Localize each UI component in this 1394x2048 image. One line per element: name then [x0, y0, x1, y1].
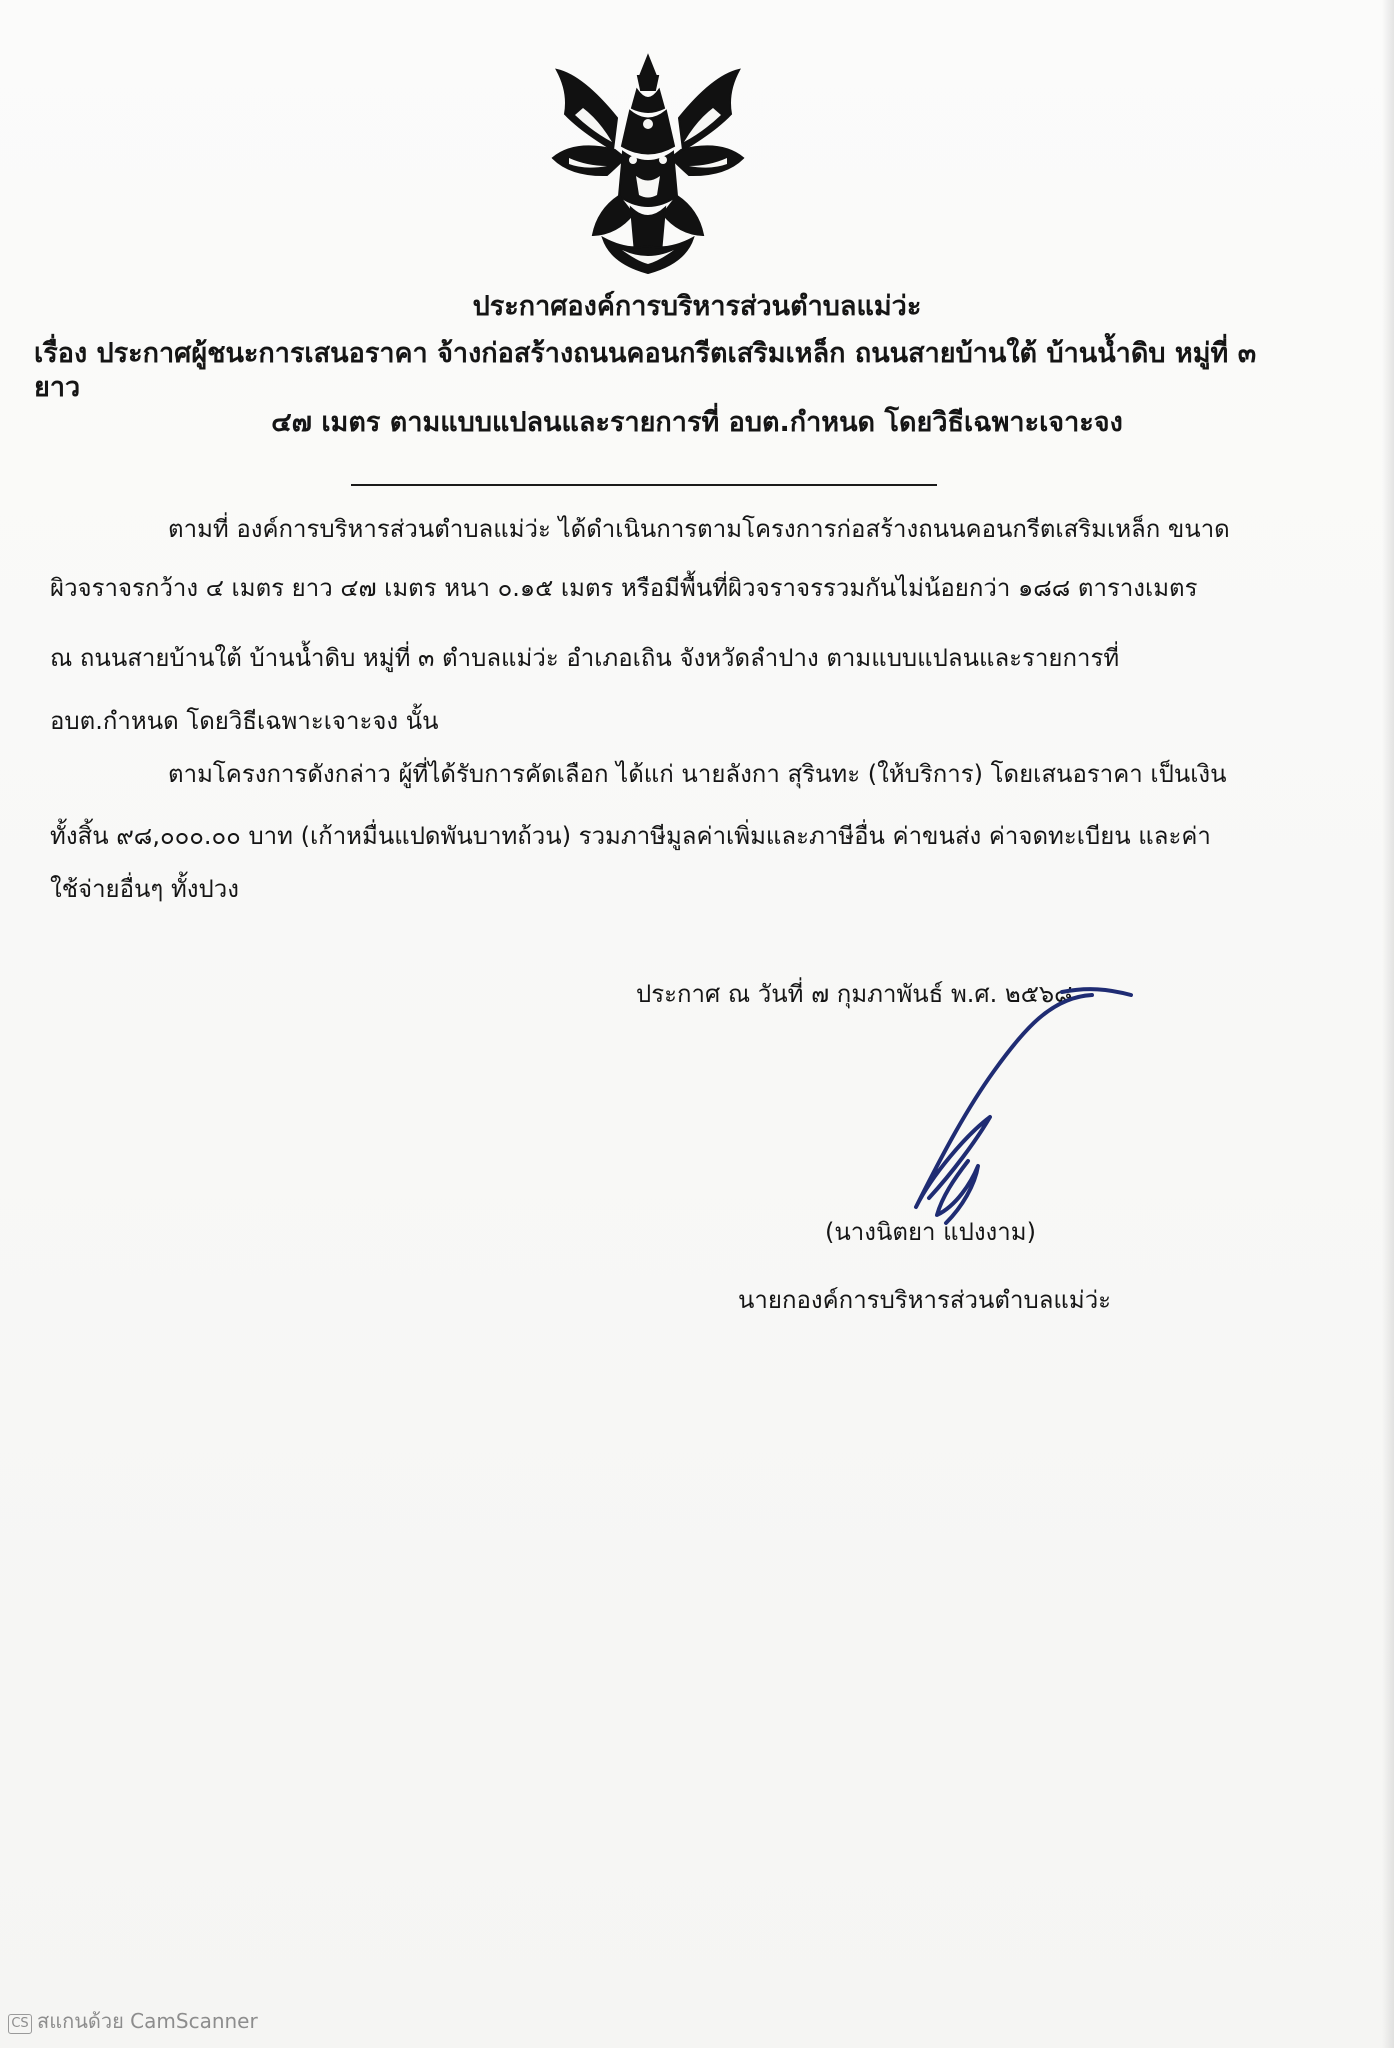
title-divider — [351, 484, 937, 486]
paragraph-2-line-1: ตามโครงการดังกล่าว ผู้ที่ได้รับการคัดเลือก ได้แก่ นายลังกา สุรินทะ (ให้บริการ) โดยเสนอราคา เป็นเงิน — [168, 760, 1227, 788]
subject-line-1: เรื่อง ประกาศผู้ชนะการเสนอราคา จ้างก่อสร้างถนนคอนกรีตเสริมเหล็ก ถนนสายบ้านใต้ บ้านน้ำดิบ หมู่ที่ ๓ ยาว — [34, 338, 1257, 403]
paragraph-2-line-3: ใช้จ่ายอื่นๆ ทั้งปวง — [50, 875, 239, 903]
paragraph-2-line-2: ทั้งสิ้น ๙๘,๐๐๐.๐๐ บาท (เก้าหมื่นแปดพันบาทถ้วน) รวมภาษีมูลค่าเพิ่มและภาษีอื่น ค่าขนส่ง ค่าจดทะเบียน และค่า — [50, 822, 1211, 850]
paragraph-1-line-3: ณ ถนนสายบ้านใต้ บ้านน้ำดิบ หมู่ที่ ๓ ตำบลแม่ว่ะ อำเภอเถิน จังหวัดลำปาง ตามแบบแปลนและรายการที่ — [50, 644, 1120, 672]
signer-name: (นางนิตยา แปงงาม) — [825, 1218, 1036, 1246]
camscanner-badge: CS — [8, 2014, 32, 2034]
camscanner-text: สแกนด้วย CamScanner — [37, 2009, 258, 2033]
paragraph-1-line-1: ตามที่ องค์การบริหารส่วนตำบลแม่ว่ะ ได้ดำเนินการตามโครงการก่อสร้างถนนคอนกรีตเสริมเหล็ก ขนาด — [168, 515, 1230, 543]
paragraph-1-line-4: อบต.กำหนด โดยวิธีเฉพาะเจาะจง นั้น — [50, 707, 439, 735]
paragraph-1-line-2: ผิวจราจรกว้าง ๔ เมตร ยาว ๔๗ เมตร หนา ๐.๑๕ เมตร หรือมีพื้นที่ผิวจราจรรวมกันไม่น้อยกว่า ๑๘๘ ตารางเมตร — [50, 574, 1198, 602]
scan-footer — [8, 2005, 258, 2037]
announcement-date: ประกาศ ณ วันที่ ๗ กุมภาพันธ์ พ.ศ. ๒๕๖๘ — [636, 980, 1073, 1008]
signature-icon — [850, 975, 1170, 1245]
subject-line-2: ๔๗ เมตร ตามแบบแปลนและรายการที่ อบต.กำหนด โดยวิธีเฉพาะเจาะจง — [271, 407, 1123, 438]
announcement-title: ประกาศองค์การบริหารส่วนตำบลแม่ว่ะ — [472, 291, 922, 322]
garuda-emblem-icon — [545, 48, 750, 288]
scan-edge-shadow — [1382, 0, 1394, 2048]
signer-title: นายกองค์การบริหารส่วนตำบลแม่ว่ะ — [738, 1286, 1112, 1314]
